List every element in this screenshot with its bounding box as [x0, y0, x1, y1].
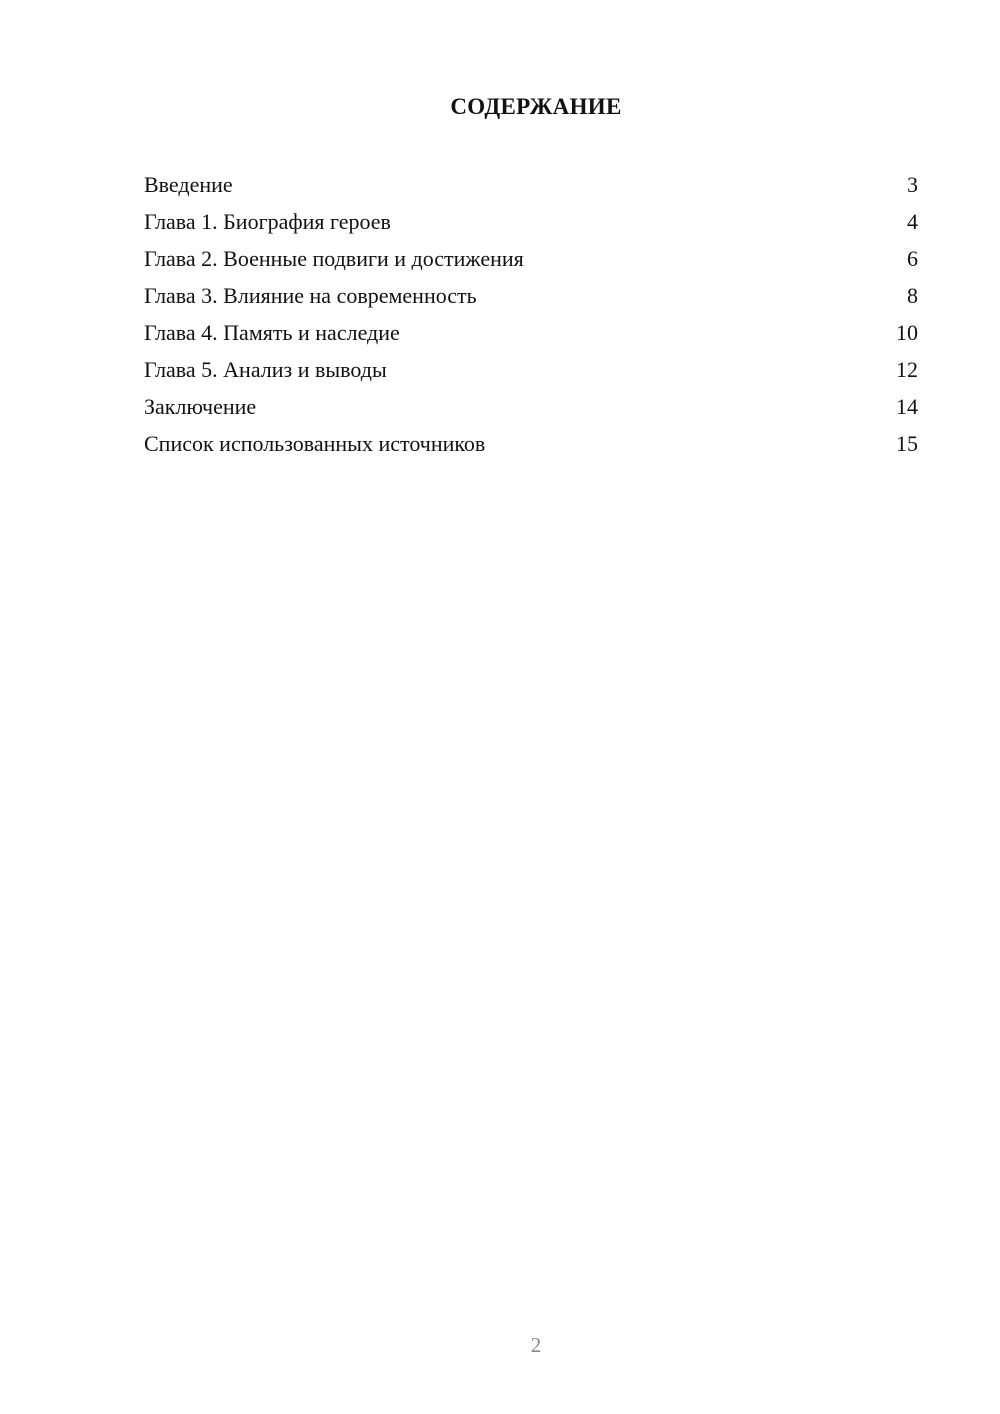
toc-entry-introduction	[144, 166, 918, 203]
toc-entry-chapter-1	[144, 203, 918, 240]
toc-entry-chapter-4	[144, 314, 918, 351]
toc-entry-conclusion	[144, 388, 918, 425]
table-of-contents	[144, 166, 918, 462]
toc-entry-label: Список использованных источников	[144, 431, 486, 456]
toc-entry-page: 3	[907, 172, 918, 197]
toc-entry-page: 12	[896, 357, 918, 382]
toc-entry-chapter-2	[144, 240, 918, 277]
toc-entry-label: Заключение	[144, 394, 257, 419]
toc-entry-page: 14	[896, 394, 918, 419]
toc-entry-page: 10	[896, 320, 918, 345]
toc-entry-label: Глава 2. Военные подвиги и достижения	[144, 246, 524, 271]
toc-title: СОДЕРЖАНИЕ	[450, 94, 622, 119]
toc-entry-page: 15	[896, 431, 918, 456]
toc-entry-page: 4	[907, 209, 918, 234]
toc-entry-label: Глава 5. Анализ и выводы	[144, 357, 387, 382]
toc-entry-label: Глава 1. Биография героев	[144, 209, 391, 234]
toc-entry-chapter-3	[144, 277, 918, 314]
toc-entry-label: Глава 3. Влияние на современность	[144, 283, 477, 308]
toc-entry-references	[144, 425, 918, 462]
toc-entry-page: 8	[907, 283, 918, 308]
page-number: 2	[530, 1333, 542, 1357]
toc-entry-chapter-5	[144, 351, 918, 388]
toc-entry-label: Глава 4. Память и наследие	[144, 320, 400, 345]
toc-entry-page: 6	[907, 246, 918, 271]
toc-entry-label: Введение	[144, 172, 233, 197]
